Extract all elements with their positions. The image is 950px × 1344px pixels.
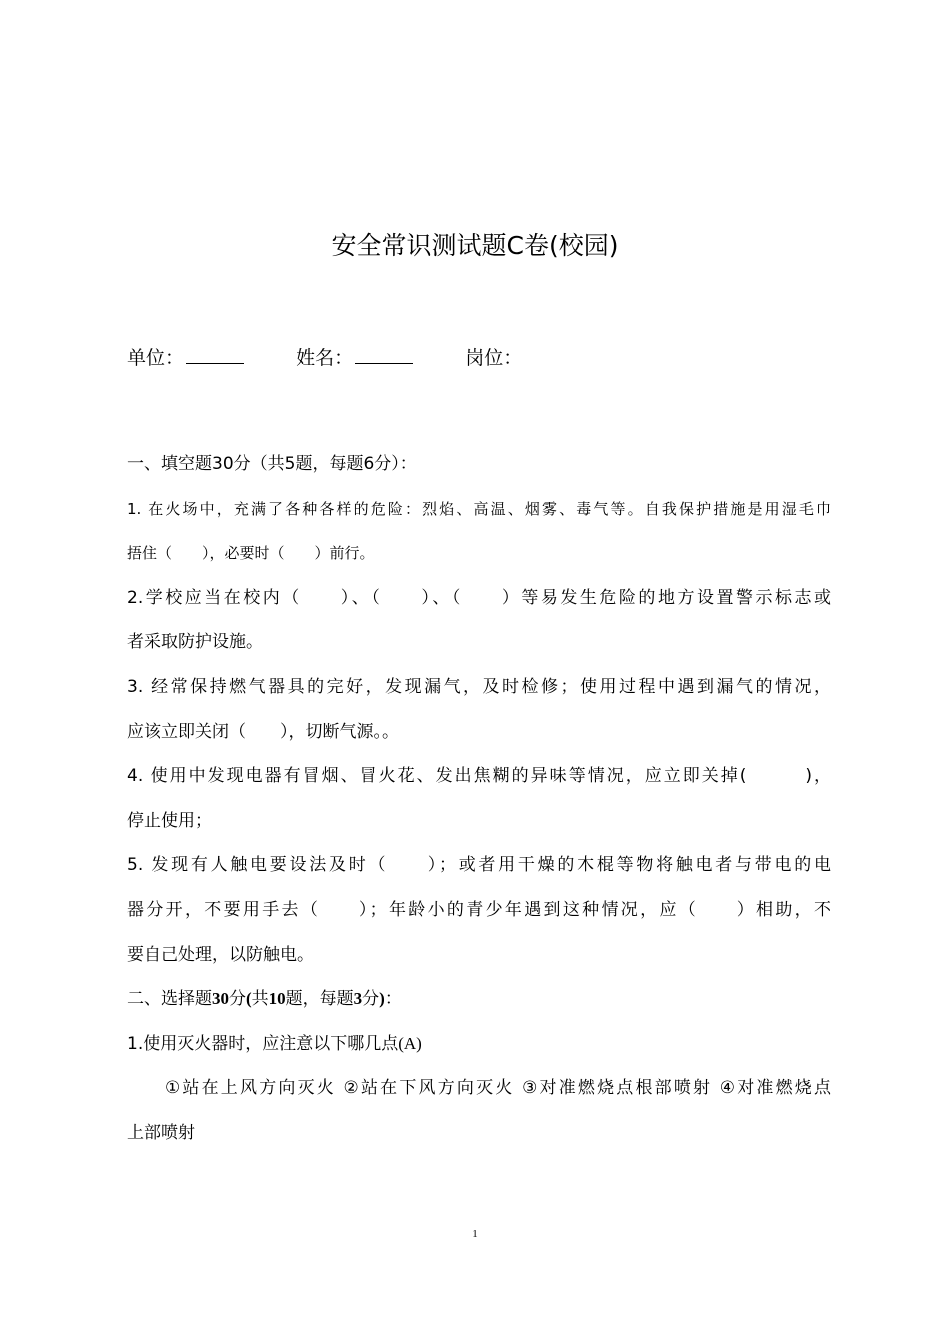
- choice-q1-text: 1.使用灭火器时，应注意以下哪几点(A): [127, 1033, 422, 1054]
- q2-line-1: 2.学校应当在校内（ ）、（ ）、（ ）等易发生危险的地方设置警示标志或: [127, 587, 831, 608]
- q5-line-2: 器分开，不要用手去（ ）；年龄小的青少年遇到这种情况，应（ ）相助，不: [127, 899, 831, 920]
- name-blank: [355, 341, 413, 364]
- choice-q1-options-line-2: 上部喷射: [127, 1122, 195, 1143]
- info-line: [127, 341, 522, 374]
- name-label: 姓名：: [296, 347, 354, 369]
- page-title: 安全常识测试题C卷(校园): [331, 231, 619, 260]
- q1-line-2: 捂住（ ），必要时（ ）前行。: [127, 544, 375, 563]
- q4-line-2: 停止使用；: [127, 810, 212, 831]
- choice-q1-options-line-1: ①站在上风方向灭火 ②站在下风方向灭火 ③对准燃烧点根部喷射 ④对准燃烧点: [165, 1078, 831, 1099]
- choice-q1-answer: (A): [398, 1033, 422, 1053]
- q1-line-1: 1. 在火场中，充满了各种各样的危险：烈焰、高温、烟雾、毒气等。自我保护措施是用湿毛巾: [127, 499, 831, 518]
- section2-heading: 二、选择题30分(共10题，每题3分)：: [127, 989, 402, 1010]
- question-content: [127, 442, 831, 1156]
- q5-line-1: 5. 发现有人触电要设法及时（ ）；或者用干燥的木棍等物将触电者与带电的电: [127, 855, 831, 876]
- section1-heading: 一、填空题30分（共5题，每题6分）：: [127, 454, 417, 474]
- q3-line-2: 应该立即关闭（ ），切断气源。。: [127, 721, 399, 742]
- unit-label: 单位：: [127, 347, 185, 369]
- unit-blank: [186, 341, 244, 364]
- q3-line-1: 3. 经常保持燃气器具的完好，发现漏气，及时检修；使用过程中遇到漏气的情况，: [127, 676, 831, 697]
- post-label: 岗位：: [465, 347, 523, 369]
- q4-line-1: 4. 使用中发现电器有冒烟、冒火花、发出焦糊的异味等情况，应立即关掉( )，: [127, 766, 831, 787]
- q2-line-2: 者采取防护设施。: [127, 632, 263, 653]
- q5-line-3: 要自己处理，以防触电。: [127, 944, 314, 965]
- page-number: 1: [472, 1228, 478, 1240]
